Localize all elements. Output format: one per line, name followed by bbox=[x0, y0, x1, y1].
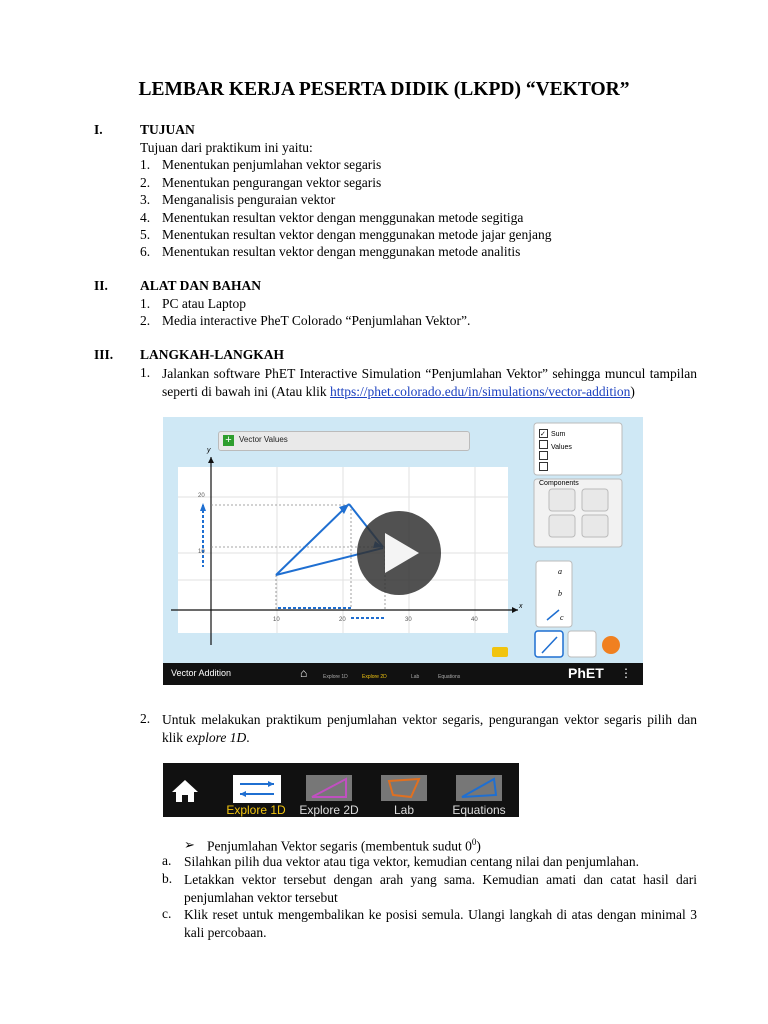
sim-tab-explore-2d[interactable]: Explore 2D bbox=[362, 674, 387, 680]
list-number: 1. bbox=[140, 296, 151, 311]
vector-label-c: c bbox=[560, 613, 564, 622]
tab-lab[interactable] bbox=[381, 775, 427, 801]
sim-tab-lab[interactable]: Lab bbox=[411, 674, 420, 680]
bullet-arrow-icon: ➢ bbox=[184, 837, 195, 852]
x-tick-label: 20 bbox=[339, 617, 346, 623]
list-letter: b. bbox=[162, 871, 173, 886]
list-number: 2. bbox=[140, 313, 151, 328]
sum-checkbox[interactable]: ✓ Sum bbox=[540, 431, 566, 438]
y-axis-label: y bbox=[207, 447, 211, 454]
list-letter: a. bbox=[162, 853, 172, 868]
list-item: Menentukan resultan vektor dengan menggunakan metode jajar genjang bbox=[162, 227, 552, 242]
tab-label-equations: Equations bbox=[452, 803, 506, 817]
vector-label-b: b bbox=[558, 589, 562, 598]
simulation-screenshot bbox=[163, 417, 643, 685]
list-number: 1. bbox=[140, 157, 151, 172]
x-axis-label: x bbox=[519, 603, 523, 610]
angle-checkbox[interactable] bbox=[539, 451, 548, 460]
x-tick-label: 10 bbox=[273, 617, 280, 623]
simulation-navbar bbox=[163, 663, 643, 685]
list-item: Menentukan resultan vektor dengan menggunakan metode analitis bbox=[162, 244, 521, 259]
simulation-link[interactable]: https://phet.colorado.edu/in/simulations/vector-addition bbox=[329, 383, 631, 399]
tab-label-explore-2d: Explore 2D bbox=[299, 803, 359, 817]
list-item: Media interactive PheT Colorado “Penjumlahan Vektor”. bbox=[162, 313, 471, 328]
section-heading: LANGKAH-LANGKAH bbox=[140, 347, 285, 362]
grid-checkbox[interactable] bbox=[539, 462, 548, 471]
section-intro: Tujuan dari praktikum ini yaitu: bbox=[140, 140, 313, 155]
y-tick-label: 20 bbox=[198, 493, 205, 499]
phet-logo: PhET bbox=[568, 665, 604, 681]
tab-explore-2d[interactable] bbox=[306, 775, 352, 801]
section-number: II. bbox=[94, 278, 108, 293]
list-item: PC atau Laptop bbox=[162, 296, 246, 311]
y-tick-label: 10 bbox=[198, 549, 205, 555]
explore-navbar bbox=[163, 763, 519, 817]
reset-icon bbox=[602, 636, 620, 654]
document-title: LEMBAR KERJA PESERTA DIDIK (LKPD) “VEKTOR” bbox=[138, 79, 630, 100]
tab-label-explore-1d: Explore 1D bbox=[226, 803, 286, 817]
eraser-icon bbox=[492, 647, 508, 657]
expand-icon: + bbox=[223, 435, 234, 446]
list-number: 2. bbox=[140, 711, 151, 726]
x-tick-label: 30 bbox=[405, 617, 412, 623]
list-item: Menentukan pengurangan vektor segaris bbox=[162, 175, 382, 190]
sim-tab-explore-1d[interactable]: Explore 1D bbox=[323, 674, 348, 680]
list-item: Menganalisis penguraian vektor bbox=[162, 192, 336, 207]
home-icon[interactable] bbox=[171, 779, 199, 803]
sim-title: Vector Addition bbox=[171, 668, 232, 678]
values-checkbox[interactable]: Values bbox=[539, 440, 572, 451]
section-number: I. bbox=[94, 122, 103, 137]
subsection-heading: Penjumlahan Vektor segaris (membentuk sudut $0^0$) bbox=[207, 837, 481, 854]
vector-graph bbox=[163, 417, 643, 663]
list-item: Menentukan penjumlahan vektor segaris bbox=[162, 157, 382, 172]
menu-icon[interactable]: ⋮ bbox=[620, 666, 632, 680]
tab-equations[interactable] bbox=[456, 775, 502, 801]
list-number: 4. bbox=[140, 210, 151, 225]
list-number: 1. bbox=[140, 365, 151, 380]
list-item: Letakkan vektor tersebut dengan arah yang sama. Kemudian amati dan catat hasil dari penjumlahan vektor tersebut bbox=[184, 872, 697, 905]
sim-tab-equations[interactable]: Equations bbox=[438, 674, 461, 680]
list-number: 6. bbox=[140, 244, 151, 259]
step-text: Jalankan software PhET Interactive Simulation “Penjumlahan Vektor” sehingga muncul tampilan seperti di bawah ini (Atau klik https://phet.colorado.edu/in/simulations/vector-addition) bbox=[162, 366, 697, 399]
list-number: 5. bbox=[140, 227, 151, 242]
list-number: 2. bbox=[140, 175, 151, 190]
step-text: Untuk melakukan praktikum penjumlahan vektor segaris, pengurangan vektor segaris pilih dan klik explore 1D. bbox=[162, 712, 697, 745]
tab-label-lab: Lab bbox=[393, 803, 415, 817]
list-number: 3. bbox=[140, 192, 151, 207]
vector-values-label: Vector Values bbox=[239, 435, 288, 444]
x-tick-label: 40 bbox=[471, 617, 478, 623]
tab-explore-1d[interactable] bbox=[233, 775, 281, 803]
vector-label-a: a bbox=[558, 567, 562, 576]
section-heading: TUJUAN bbox=[140, 122, 195, 137]
list-item: Silahkan pilih dua vektor atau tiga vektor, kemudian centang nilai dan penjumlahan. bbox=[184, 854, 639, 869]
section-heading: ALAT DAN BAHAN bbox=[140, 278, 262, 293]
list-letter: c. bbox=[162, 906, 172, 921]
components-label: Components bbox=[539, 480, 579, 487]
list-item: Menentukan resultan vektor dengan menggunakan metode segitiga bbox=[162, 210, 524, 225]
home-icon[interactable]: ⌂ bbox=[300, 666, 308, 680]
vector-a bbox=[276, 504, 349, 575]
section-number: III. bbox=[94, 347, 114, 362]
list-item: Klik reset untuk mengembalikan ke posisi semula. Ulangi langkah di atas dengan minimal 3 kali percobaan. bbox=[184, 907, 697, 940]
